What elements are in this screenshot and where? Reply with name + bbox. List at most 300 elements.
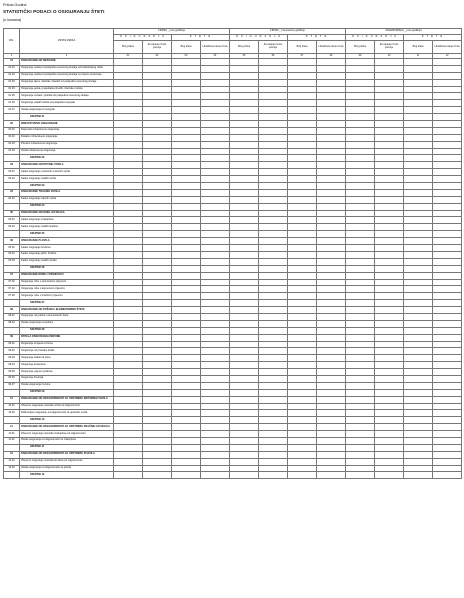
value-cell[interactable]: [288, 189, 317, 196]
value-cell[interactable]: [114, 169, 143, 176]
value-cell[interactable]: [230, 272, 259, 279]
value-cell[interactable]: [317, 369, 346, 376]
value-cell[interactable]: [172, 348, 201, 355]
value-cell[interactable]: [259, 382, 288, 389]
value-cell[interactable]: [259, 327, 288, 334]
value-cell[interactable]: [346, 189, 375, 196]
value-cell[interactable]: [259, 272, 288, 279]
value-cell[interactable]: [201, 286, 230, 293]
value-cell[interactable]: [346, 59, 375, 66]
value-cell[interactable]: [433, 203, 462, 210]
value-cell[interactable]: [143, 238, 172, 245]
value-cell[interactable]: [172, 403, 201, 410]
value-cell[interactable]: [375, 155, 404, 162]
value-cell[interactable]: [143, 127, 172, 134]
value-cell[interactable]: [375, 176, 404, 183]
value-cell[interactable]: [375, 141, 404, 148]
value-cell[interactable]: [317, 203, 346, 210]
value-cell[interactable]: [375, 307, 404, 314]
value-cell[interactable]: [375, 396, 404, 403]
value-cell[interactable]: [114, 148, 143, 155]
value-cell[interactable]: [288, 293, 317, 300]
value-cell[interactable]: [404, 279, 433, 286]
value-cell[interactable]: [259, 313, 288, 320]
value-cell[interactable]: [288, 375, 317, 382]
value-cell[interactable]: [172, 355, 201, 362]
value-cell[interactable]: [201, 341, 230, 348]
value-cell[interactable]: [114, 327, 143, 334]
value-cell[interactable]: [404, 72, 433, 79]
value-cell[interactable]: [230, 127, 259, 134]
value-cell[interactable]: [288, 100, 317, 107]
value-cell[interactable]: [230, 307, 259, 314]
value-cell[interactable]: [288, 417, 317, 424]
value-cell[interactable]: [201, 313, 230, 320]
value-cell[interactable]: [375, 355, 404, 362]
value-cell[interactable]: [259, 86, 288, 93]
value-cell[interactable]: [375, 224, 404, 231]
value-cell[interactable]: [288, 176, 317, 183]
value-cell[interactable]: [172, 251, 201, 258]
value-cell[interactable]: [114, 196, 143, 203]
value-cell[interactable]: [201, 396, 230, 403]
value-cell[interactable]: [114, 217, 143, 224]
value-cell[interactable]: [172, 231, 201, 238]
value-cell[interactable]: [114, 417, 143, 424]
value-cell[interactable]: [433, 59, 462, 66]
value-cell[interactable]: [346, 231, 375, 238]
value-cell[interactable]: [230, 258, 259, 265]
value-cell[interactable]: [259, 141, 288, 148]
value-cell[interactable]: [172, 431, 201, 438]
value-cell[interactable]: [143, 472, 172, 479]
value-cell[interactable]: [143, 59, 172, 66]
value-cell[interactable]: [114, 458, 143, 465]
value-cell[interactable]: [259, 231, 288, 238]
value-cell[interactable]: [317, 272, 346, 279]
value-cell[interactable]: [288, 431, 317, 438]
value-cell[interactable]: [288, 437, 317, 444]
value-cell[interactable]: [288, 155, 317, 162]
value-cell[interactable]: [433, 313, 462, 320]
value-cell[interactable]: [404, 300, 433, 307]
value-cell[interactable]: [346, 458, 375, 465]
value-cell[interactable]: [172, 169, 201, 176]
value-cell[interactable]: [346, 107, 375, 114]
value-cell[interactable]: [114, 93, 143, 100]
value-cell[interactable]: [317, 355, 346, 362]
value-cell[interactable]: [114, 121, 143, 128]
value-cell[interactable]: [201, 348, 230, 355]
value-cell[interactable]: [346, 451, 375, 458]
value-cell[interactable]: [230, 286, 259, 293]
value-cell[interactable]: [259, 279, 288, 286]
value-cell[interactable]: [375, 86, 404, 93]
value-cell[interactable]: [201, 334, 230, 341]
value-cell[interactable]: [317, 472, 346, 479]
value-cell[interactable]: [288, 217, 317, 224]
value-cell[interactable]: [143, 334, 172, 341]
value-cell[interactable]: [201, 162, 230, 169]
value-cell[interactable]: [114, 258, 143, 265]
value-cell[interactable]: [433, 451, 462, 458]
value-cell[interactable]: [404, 382, 433, 389]
value-cell[interactable]: [288, 231, 317, 238]
value-cell[interactable]: [288, 334, 317, 341]
value-cell[interactable]: [172, 217, 201, 224]
value-cell[interactable]: [346, 93, 375, 100]
value-cell[interactable]: [259, 431, 288, 438]
value-cell[interactable]: [172, 458, 201, 465]
value-cell[interactable]: [201, 403, 230, 410]
value-cell[interactable]: [143, 121, 172, 128]
value-cell[interactable]: [230, 107, 259, 114]
value-cell[interactable]: [433, 465, 462, 472]
value-cell[interactable]: [143, 155, 172, 162]
value-cell[interactable]: [317, 148, 346, 155]
value-cell[interactable]: [259, 59, 288, 66]
value-cell[interactable]: [259, 100, 288, 107]
value-cell[interactable]: [230, 141, 259, 148]
value-cell[interactable]: [375, 114, 404, 121]
value-cell[interactable]: [143, 196, 172, 203]
value-cell[interactable]: [375, 410, 404, 417]
value-cell[interactable]: [259, 403, 288, 410]
value-cell[interactable]: [433, 458, 462, 465]
value-cell[interactable]: [201, 134, 230, 141]
value-cell[interactable]: [114, 134, 143, 141]
value-cell[interactable]: [230, 65, 259, 72]
value-cell[interactable]: [375, 217, 404, 224]
value-cell[interactable]: [288, 300, 317, 307]
value-cell[interactable]: [433, 86, 462, 93]
value-cell[interactable]: [143, 189, 172, 196]
value-cell[interactable]: [143, 141, 172, 148]
value-cell[interactable]: [346, 251, 375, 258]
value-cell[interactable]: [259, 121, 288, 128]
value-cell[interactable]: [317, 162, 346, 169]
value-cell[interactable]: [114, 189, 143, 196]
value-cell[interactable]: [288, 183, 317, 190]
value-cell[interactable]: [143, 286, 172, 293]
value-cell[interactable]: [143, 72, 172, 79]
value-cell[interactable]: [375, 375, 404, 382]
value-cell[interactable]: [172, 245, 201, 252]
value-cell[interactable]: [288, 362, 317, 369]
value-cell[interactable]: [143, 313, 172, 320]
value-cell[interactable]: [201, 148, 230, 155]
value-cell[interactable]: [230, 217, 259, 224]
value-cell[interactable]: [143, 279, 172, 286]
value-cell[interactable]: [433, 424, 462, 431]
value-cell[interactable]: [172, 265, 201, 272]
value-cell[interactable]: [230, 403, 259, 410]
value-cell[interactable]: [433, 403, 462, 410]
value-cell[interactable]: [346, 389, 375, 396]
value-cell[interactable]: [143, 217, 172, 224]
value-cell[interactable]: [143, 451, 172, 458]
value-cell[interactable]: [404, 286, 433, 293]
value-cell[interactable]: [346, 348, 375, 355]
value-cell[interactable]: [404, 437, 433, 444]
value-cell[interactable]: [288, 307, 317, 314]
value-cell[interactable]: [375, 341, 404, 348]
value-cell[interactable]: [346, 444, 375, 451]
value-cell[interactable]: [404, 245, 433, 252]
value-cell[interactable]: [404, 93, 433, 100]
value-cell[interactable]: [433, 162, 462, 169]
value-cell[interactable]: [288, 313, 317, 320]
value-cell[interactable]: [172, 313, 201, 320]
value-cell[interactable]: [433, 362, 462, 369]
value-cell[interactable]: [201, 389, 230, 396]
value-cell[interactable]: [114, 300, 143, 307]
value-cell[interactable]: [317, 444, 346, 451]
value-cell[interactable]: [404, 183, 433, 190]
value-cell[interactable]: [172, 369, 201, 376]
value-cell[interactable]: [375, 424, 404, 431]
value-cell[interactable]: [433, 155, 462, 162]
value-cell[interactable]: [230, 245, 259, 252]
value-cell[interactable]: [375, 382, 404, 389]
value-cell[interactable]: [346, 176, 375, 183]
value-cell[interactable]: [114, 183, 143, 190]
value-cell[interactable]: [259, 472, 288, 479]
value-cell[interactable]: [230, 93, 259, 100]
value-cell[interactable]: [317, 396, 346, 403]
value-cell[interactable]: [114, 162, 143, 169]
value-cell[interactable]: [143, 210, 172, 217]
value-cell[interactable]: [114, 100, 143, 107]
value-cell[interactable]: [172, 444, 201, 451]
value-cell[interactable]: [259, 114, 288, 121]
value-cell[interactable]: [201, 272, 230, 279]
value-cell[interactable]: [346, 355, 375, 362]
value-cell[interactable]: [259, 369, 288, 376]
value-cell[interactable]: [404, 355, 433, 362]
value-cell[interactable]: [288, 196, 317, 203]
value-cell[interactable]: [143, 114, 172, 121]
value-cell[interactable]: [230, 355, 259, 362]
value-cell[interactable]: [317, 100, 346, 107]
value-cell[interactable]: [317, 437, 346, 444]
value-cell[interactable]: [143, 107, 172, 114]
value-cell[interactable]: [288, 341, 317, 348]
value-cell[interactable]: [433, 300, 462, 307]
value-cell[interactable]: [288, 203, 317, 210]
value-cell[interactable]: [433, 100, 462, 107]
value-cell[interactable]: [201, 183, 230, 190]
value-cell[interactable]: [317, 279, 346, 286]
value-cell[interactable]: [404, 417, 433, 424]
value-cell[interactable]: [259, 238, 288, 245]
value-cell[interactable]: [172, 320, 201, 327]
value-cell[interactable]: [317, 79, 346, 86]
value-cell[interactable]: [317, 389, 346, 396]
value-cell[interactable]: [143, 231, 172, 238]
value-cell[interactable]: [288, 238, 317, 245]
value-cell[interactable]: [143, 375, 172, 382]
value-cell[interactable]: [201, 141, 230, 148]
value-cell[interactable]: [404, 293, 433, 300]
value-cell[interactable]: [201, 279, 230, 286]
value-cell[interactable]: [346, 203, 375, 210]
value-cell[interactable]: [230, 210, 259, 217]
value-cell[interactable]: [143, 444, 172, 451]
value-cell[interactable]: [404, 210, 433, 217]
value-cell[interactable]: [114, 410, 143, 417]
value-cell[interactable]: [201, 121, 230, 128]
value-cell[interactable]: [259, 307, 288, 314]
value-cell[interactable]: [230, 265, 259, 272]
value-cell[interactable]: [114, 231, 143, 238]
value-cell[interactable]: [375, 458, 404, 465]
value-cell[interactable]: [114, 444, 143, 451]
value-cell[interactable]: [404, 203, 433, 210]
value-cell[interactable]: [346, 210, 375, 217]
value-cell[interactable]: [230, 362, 259, 369]
value-cell[interactable]: [143, 382, 172, 389]
value-cell[interactable]: [317, 258, 346, 265]
value-cell[interactable]: [317, 362, 346, 369]
value-cell[interactable]: [259, 155, 288, 162]
value-cell[interactable]: [317, 217, 346, 224]
value-cell[interactable]: [288, 458, 317, 465]
value-cell[interactable]: [259, 210, 288, 217]
value-cell[interactable]: [114, 369, 143, 376]
value-cell[interactable]: [259, 189, 288, 196]
value-cell[interactable]: [404, 444, 433, 451]
value-cell[interactable]: [375, 286, 404, 293]
value-cell[interactable]: [346, 265, 375, 272]
value-cell[interactable]: [346, 224, 375, 231]
value-cell[interactable]: [201, 196, 230, 203]
value-cell[interactable]: [143, 437, 172, 444]
value-cell[interactable]: [201, 451, 230, 458]
value-cell[interactable]: [230, 320, 259, 327]
value-cell[interactable]: [346, 100, 375, 107]
value-cell[interactable]: [114, 431, 143, 438]
value-cell[interactable]: [114, 293, 143, 300]
value-cell[interactable]: [288, 348, 317, 355]
value-cell[interactable]: [317, 86, 346, 93]
value-cell[interactable]: [375, 348, 404, 355]
value-cell[interactable]: [230, 148, 259, 155]
value-cell[interactable]: [259, 362, 288, 369]
value-cell[interactable]: [259, 245, 288, 252]
value-cell[interactable]: [230, 444, 259, 451]
value-cell[interactable]: [259, 320, 288, 327]
value-cell[interactable]: [143, 362, 172, 369]
value-cell[interactable]: [143, 348, 172, 355]
value-cell[interactable]: [230, 293, 259, 300]
value-cell[interactable]: [288, 265, 317, 272]
value-cell[interactable]: [114, 245, 143, 252]
value-cell[interactable]: [346, 307, 375, 314]
value-cell[interactable]: [259, 375, 288, 382]
value-cell[interactable]: [230, 431, 259, 438]
value-cell[interactable]: [317, 320, 346, 327]
value-cell[interactable]: [143, 65, 172, 72]
value-cell[interactable]: [433, 320, 462, 327]
value-cell[interactable]: [404, 327, 433, 334]
value-cell[interactable]: [346, 162, 375, 169]
value-cell[interactable]: [288, 424, 317, 431]
value-cell[interactable]: [230, 417, 259, 424]
value-cell[interactable]: [230, 231, 259, 238]
value-cell[interactable]: [143, 417, 172, 424]
value-cell[interactable]: [259, 217, 288, 224]
value-cell[interactable]: [114, 424, 143, 431]
value-cell[interactable]: [375, 148, 404, 155]
value-cell[interactable]: [375, 93, 404, 100]
value-cell[interactable]: [230, 176, 259, 183]
value-cell[interactable]: [288, 79, 317, 86]
value-cell[interactable]: [317, 375, 346, 382]
value-cell[interactable]: [114, 155, 143, 162]
value-cell[interactable]: [114, 114, 143, 121]
value-cell[interactable]: [259, 396, 288, 403]
value-cell[interactable]: [201, 444, 230, 451]
value-cell[interactable]: [201, 258, 230, 265]
value-cell[interactable]: [375, 293, 404, 300]
value-cell[interactable]: [375, 79, 404, 86]
value-cell[interactable]: [404, 176, 433, 183]
value-cell[interactable]: [201, 417, 230, 424]
value-cell[interactable]: [375, 134, 404, 141]
value-cell[interactable]: [201, 362, 230, 369]
value-cell[interactable]: [404, 155, 433, 162]
value-cell[interactable]: [404, 148, 433, 155]
value-cell[interactable]: [433, 231, 462, 238]
value-cell[interactable]: [172, 389, 201, 396]
value-cell[interactable]: [143, 424, 172, 431]
value-cell[interactable]: [201, 431, 230, 438]
value-cell[interactable]: [317, 231, 346, 238]
value-cell[interactable]: [375, 169, 404, 176]
value-cell[interactable]: [230, 162, 259, 169]
value-cell[interactable]: [346, 272, 375, 279]
value-cell[interactable]: [259, 162, 288, 169]
value-cell[interactable]: [172, 93, 201, 100]
value-cell[interactable]: [433, 107, 462, 114]
value-cell[interactable]: [404, 341, 433, 348]
value-cell[interactable]: [114, 279, 143, 286]
value-cell[interactable]: [172, 382, 201, 389]
value-cell[interactable]: [433, 472, 462, 479]
value-cell[interactable]: [201, 189, 230, 196]
value-cell[interactable]: [317, 307, 346, 314]
value-cell[interactable]: [346, 362, 375, 369]
value-cell[interactable]: [201, 127, 230, 134]
value-cell[interactable]: [375, 265, 404, 272]
value-cell[interactable]: [201, 465, 230, 472]
value-cell[interactable]: [404, 258, 433, 265]
value-cell[interactable]: [201, 217, 230, 224]
value-cell[interactable]: [143, 431, 172, 438]
value-cell[interactable]: [317, 210, 346, 217]
value-cell[interactable]: [404, 189, 433, 196]
value-cell[interactable]: [172, 79, 201, 86]
value-cell[interactable]: [259, 334, 288, 341]
value-cell[interactable]: [404, 65, 433, 72]
value-cell[interactable]: [201, 86, 230, 93]
value-cell[interactable]: [346, 437, 375, 444]
value-cell[interactable]: [288, 93, 317, 100]
value-cell[interactable]: [230, 121, 259, 128]
value-cell[interactable]: [172, 396, 201, 403]
value-cell[interactable]: [201, 458, 230, 465]
